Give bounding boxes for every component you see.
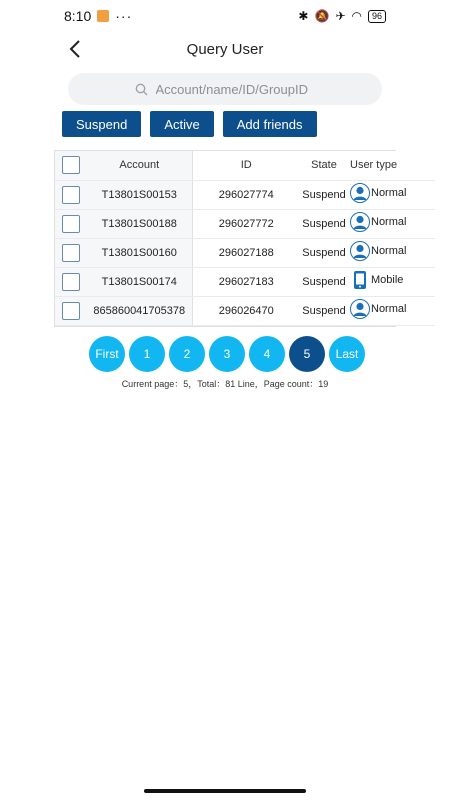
status-bar bbox=[54, 0, 396, 32]
search-bar[interactable] bbox=[68, 73, 382, 105]
cell-state: Suspend bbox=[300, 238, 348, 267]
header-user-type: User type bbox=[348, 151, 435, 180]
notification-icon bbox=[97, 10, 109, 22]
cell-id: 296027183 bbox=[192, 267, 300, 296]
cell-state: Suspend bbox=[300, 296, 348, 325]
page-button-3[interactable]: 3 bbox=[209, 336, 245, 372]
add-friends-button[interactable]: Add friends bbox=[223, 111, 317, 137]
cell-user-type: Normal bbox=[371, 303, 407, 315]
cell-user-type: Normal bbox=[371, 245, 407, 257]
row-checkbox[interactable] bbox=[62, 302, 80, 320]
mute-icon: 🔕 bbox=[314, 9, 330, 23]
page-button-5-current[interactable]: 5 bbox=[289, 336, 325, 372]
row-checkbox[interactable] bbox=[62, 273, 80, 291]
airplane-icon: ✈ bbox=[335, 9, 346, 23]
table-row[interactable] bbox=[55, 180, 435, 209]
row-checkbox[interactable] bbox=[62, 244, 80, 262]
action-buttons bbox=[62, 111, 317, 137]
page-button-1[interactable]: 1 bbox=[129, 336, 165, 372]
header-id: ID bbox=[192, 151, 300, 180]
first-page-button[interactable]: First bbox=[89, 336, 125, 372]
page-button-4[interactable]: 4 bbox=[249, 336, 285, 372]
cell-account: T13801S00188 bbox=[87, 209, 192, 238]
cell-account: T13801S00153 bbox=[87, 180, 192, 209]
battery-icon: 96 bbox=[368, 10, 386, 23]
table-row[interactable] bbox=[55, 267, 435, 296]
cell-state: Suspend bbox=[300, 209, 348, 238]
cell-id: 296027774 bbox=[192, 180, 300, 209]
chevron-left-icon bbox=[69, 40, 81, 58]
mobile-icon bbox=[350, 270, 370, 290]
wifi-icon: ◠ bbox=[351, 9, 362, 23]
bluetooth-icon: ✱ bbox=[298, 9, 309, 23]
select-all-checkbox[interactable] bbox=[62, 156, 80, 174]
header-account: Account bbox=[87, 151, 192, 180]
cell-id: 296026470 bbox=[192, 296, 300, 325]
cell-state: Suspend bbox=[300, 267, 348, 296]
cell-account: 865860041705378 bbox=[87, 296, 192, 325]
user-table[interactable] bbox=[54, 150, 407, 327]
cell-user-type: Mobile bbox=[371, 274, 404, 286]
table-row[interactable] bbox=[55, 238, 435, 267]
cell-account: T13801S00160 bbox=[87, 238, 192, 267]
cell-user-type: Normal bbox=[371, 187, 407, 199]
cell-id: 296027772 bbox=[192, 209, 300, 238]
header-state: State bbox=[300, 151, 348, 180]
row-checkbox[interactable] bbox=[62, 215, 80, 233]
cell-account: T13801S00174 bbox=[87, 267, 192, 296]
table-row[interactable] bbox=[55, 209, 435, 238]
pagination bbox=[89, 336, 365, 372]
person-icon bbox=[350, 299, 370, 319]
person-icon bbox=[350, 183, 370, 203]
back-button[interactable] bbox=[64, 38, 86, 60]
table-row[interactable] bbox=[55, 296, 435, 325]
search-input[interactable] bbox=[156, 82, 316, 97]
row-checkbox[interactable] bbox=[62, 186, 80, 204]
suspend-button[interactable]: Suspend bbox=[62, 111, 141, 137]
pagination-info: Current page：5，Total：81 Line，Page count：19 bbox=[121, 379, 329, 389]
last-page-button[interactable]: Last bbox=[329, 336, 365, 372]
person-icon bbox=[350, 241, 370, 261]
person-icon bbox=[350, 212, 370, 232]
active-button[interactable]: Active bbox=[150, 111, 213, 137]
more-notifications-icon: ··· bbox=[115, 8, 133, 24]
cell-id: 296027188 bbox=[192, 238, 300, 267]
status-time: 8:10 bbox=[64, 8, 92, 24]
table-header-row bbox=[55, 151, 435, 180]
nav-bar bbox=[54, 32, 396, 66]
page-button-2[interactable]: 2 bbox=[169, 336, 205, 372]
home-indicator[interactable] bbox=[144, 789, 306, 793]
cell-user-type: Normal bbox=[371, 216, 407, 228]
search-icon bbox=[135, 83, 148, 96]
cell-state: Suspend bbox=[300, 180, 348, 209]
page-title: Query User bbox=[186, 40, 264, 58]
